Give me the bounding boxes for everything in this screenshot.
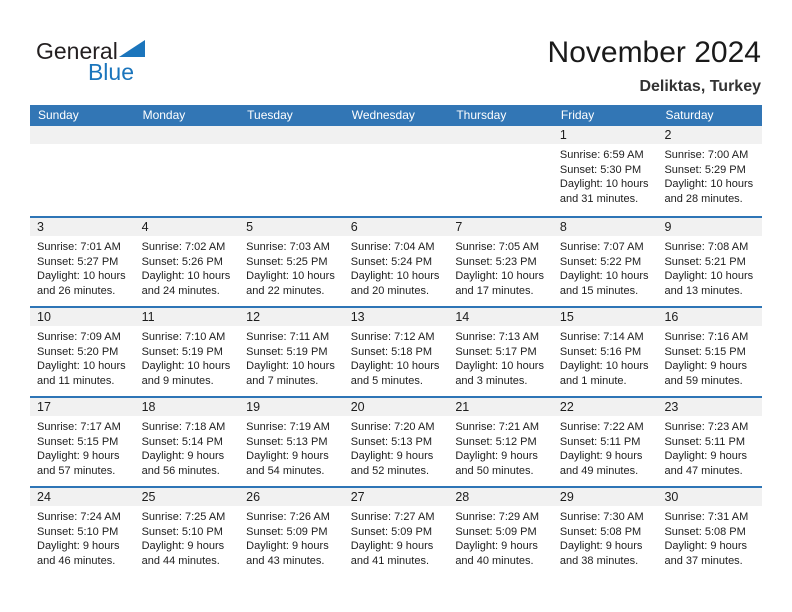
daylight-text-1: Daylight: 10 hours bbox=[559, 360, 649, 372]
sunrise-text: Sunrise: 7:07 AM bbox=[559, 241, 644, 253]
sunrise-text: Sunrise: 7:26 AM bbox=[246, 511, 330, 523]
date-number: 13 bbox=[344, 308, 449, 326]
daylight-text-2: and 31 minutes. bbox=[559, 192, 639, 205]
day-info bbox=[553, 236, 658, 298]
weekday-header-row bbox=[30, 105, 762, 126]
sunrise-text: Sunrise: 7:16 AM bbox=[664, 331, 749, 343]
empty-day-cell bbox=[30, 126, 135, 216]
sunset-text: Sunset: 5:12 PM bbox=[455, 435, 537, 448]
day-info bbox=[553, 506, 658, 568]
sunrise-text: Sunrise: 7:00 AM bbox=[664, 149, 749, 161]
date-number: 21 bbox=[448, 398, 553, 416]
weekday-tuesday: Tuesday bbox=[247, 108, 293, 122]
date-number: 17 bbox=[30, 398, 135, 416]
day-cell bbox=[239, 308, 344, 396]
sunset-text: Sunset: 5:08 PM bbox=[559, 525, 642, 538]
weekday-monday: Monday bbox=[142, 108, 186, 122]
daylight-text-2: and 40 minutes. bbox=[455, 554, 534, 567]
sunset-text: Sunset: 5:26 PM bbox=[141, 255, 223, 268]
sunset-text: Sunset: 5:17 PM bbox=[455, 345, 537, 358]
date-number: 25 bbox=[135, 488, 240, 506]
date-number: 26 bbox=[239, 488, 344, 506]
daylight-text-2: and 3 minutes. bbox=[455, 374, 528, 387]
sunrise-text: Sunrise: 7:01 AM bbox=[37, 241, 121, 253]
daylight-text-1: Daylight: 9 hours bbox=[664, 360, 748, 372]
sunrise-text: Sunrise: 7:09 AM bbox=[37, 331, 121, 343]
day-info bbox=[344, 144, 449, 148]
day-info bbox=[553, 326, 658, 388]
sunrise-text: Sunrise: 7:31 AM bbox=[664, 511, 749, 523]
daylight-text-1: Daylight: 9 hours bbox=[350, 450, 434, 462]
daylight-text-1: Daylight: 9 hours bbox=[246, 450, 329, 462]
date-number bbox=[448, 126, 553, 144]
sunrise-text: Sunrise: 7:13 AM bbox=[455, 331, 540, 343]
day-cell bbox=[448, 308, 553, 396]
date-number bbox=[135, 126, 240, 144]
day-cell bbox=[657, 398, 762, 486]
daylight-text-1: Daylight: 10 hours bbox=[141, 270, 231, 282]
day-info bbox=[239, 144, 344, 148]
day-info bbox=[135, 236, 240, 298]
day-cell bbox=[553, 308, 658, 396]
daylight-text-2: and 17 minutes. bbox=[455, 284, 534, 297]
logo-text-blue: Blue bbox=[87, 59, 134, 85]
date-number: 29 bbox=[553, 488, 658, 506]
sunrise-text: Sunrise: 7:24 AM bbox=[37, 511, 121, 523]
day-cell bbox=[448, 218, 553, 306]
day-info bbox=[30, 144, 135, 148]
day-info bbox=[135, 326, 240, 388]
day-cell bbox=[657, 488, 762, 576]
weekday-thursday: Thursday bbox=[456, 108, 507, 122]
daylight-text-1: Daylight: 10 hours bbox=[350, 270, 440, 282]
date-number: 15 bbox=[553, 308, 658, 326]
sunset-text: Sunset: 5:15 PM bbox=[37, 435, 119, 448]
date-number: 6 bbox=[344, 218, 449, 236]
sunset-text: Sunset: 5:18 PM bbox=[350, 345, 433, 358]
empty-day-cell bbox=[135, 126, 240, 216]
sunset-text: Sunset: 5:09 PM bbox=[246, 525, 328, 538]
day-info bbox=[553, 144, 658, 206]
day-info bbox=[135, 416, 240, 478]
daylight-text-2: and 20 minutes. bbox=[350, 284, 430, 297]
day-info bbox=[657, 416, 762, 478]
day-cell bbox=[239, 488, 344, 576]
weeks-container bbox=[30, 126, 762, 576]
date-number: 3 bbox=[30, 218, 135, 236]
daylight-text-2: and 41 minutes. bbox=[350, 554, 430, 567]
empty-day-cell bbox=[239, 126, 344, 216]
sunrise-text: Sunrise: 7:23 AM bbox=[664, 421, 749, 433]
date-number: 23 bbox=[657, 398, 762, 416]
week-row bbox=[30, 126, 762, 216]
day-cell bbox=[657, 218, 762, 306]
day-cell bbox=[344, 218, 449, 306]
date-number: 20 bbox=[344, 398, 449, 416]
daylight-text-2: and 11 minutes. bbox=[37, 374, 115, 387]
day-info bbox=[239, 236, 344, 298]
day-cell bbox=[553, 218, 658, 306]
sunset-text: Sunset: 5:16 PM bbox=[559, 345, 642, 358]
date-number: 19 bbox=[239, 398, 344, 416]
sunrise-text: Sunrise: 7:03 AM bbox=[246, 241, 330, 253]
daylight-text-2: and 59 minutes. bbox=[664, 374, 743, 387]
daylight-text-2: and 52 minutes. bbox=[350, 464, 430, 477]
date-number: 27 bbox=[344, 488, 449, 506]
daylight-text-1: Daylight: 10 hours bbox=[37, 360, 126, 372]
sunrise-text: Sunrise: 7:19 AM bbox=[246, 421, 330, 433]
day-cell bbox=[344, 398, 449, 486]
daylight-text-1: Daylight: 9 hours bbox=[559, 450, 643, 462]
empty-day-cell bbox=[448, 126, 553, 216]
sunrise-text: Sunrise: 7:11 AM bbox=[246, 331, 330, 343]
daylight-text-2: and 26 minutes. bbox=[37, 284, 116, 297]
day-info bbox=[657, 236, 762, 298]
date-number: 10 bbox=[30, 308, 135, 326]
date-number: 28 bbox=[448, 488, 553, 506]
weekday-friday: Friday bbox=[560, 108, 595, 122]
date-number: 14 bbox=[448, 308, 553, 326]
sunrise-text: Sunrise: 7:18 AM bbox=[141, 421, 226, 433]
daylight-text-1: Daylight: 9 hours bbox=[455, 450, 538, 462]
daylight-text-1: Daylight: 10 hours bbox=[559, 178, 649, 190]
day-info bbox=[553, 416, 658, 478]
daylight-text-1: Daylight: 9 hours bbox=[350, 540, 434, 552]
day-cell bbox=[135, 488, 240, 576]
day-info bbox=[657, 144, 762, 206]
sunset-text: Sunset: 5:24 PM bbox=[350, 255, 433, 268]
sunset-text: Sunset: 5:25 PM bbox=[246, 255, 328, 268]
day-info bbox=[135, 506, 240, 568]
date-number: 4 bbox=[135, 218, 240, 236]
day-cell bbox=[239, 218, 344, 306]
day-info bbox=[657, 326, 762, 388]
sunset-text: Sunset: 5:09 PM bbox=[455, 525, 537, 538]
daylight-text-1: Daylight: 9 hours bbox=[664, 450, 748, 462]
sunrise-text: Sunrise: 7:05 AM bbox=[455, 241, 540, 253]
sunrise-text: Sunrise: 7:17 AM bbox=[37, 421, 121, 433]
day-info bbox=[30, 326, 135, 388]
daylight-text-2: and 43 minutes. bbox=[246, 554, 325, 567]
day-cell bbox=[657, 308, 762, 396]
sunset-text: Sunset: 5:27 PM bbox=[37, 255, 119, 268]
sunset-text: Sunset: 5:29 PM bbox=[664, 163, 746, 176]
daylight-text-1: Daylight: 10 hours bbox=[664, 270, 754, 282]
daylight-text-2: and 46 minutes. bbox=[37, 554, 116, 567]
daylight-text-2: and 54 minutes. bbox=[246, 464, 325, 477]
date-number bbox=[30, 126, 135, 144]
location-subtitle: Deliktas, Turkey bbox=[639, 78, 761, 95]
general-blue-logo bbox=[36, 40, 146, 86]
week-row bbox=[30, 486, 762, 576]
sunrise-text: Sunrise: 7:21 AM bbox=[455, 421, 540, 433]
day-info bbox=[448, 236, 553, 298]
daylight-text-1: Daylight: 10 hours bbox=[246, 270, 335, 282]
day-info bbox=[135, 144, 240, 148]
day-cell bbox=[135, 398, 240, 486]
daylight-text-1: Daylight: 10 hours bbox=[350, 360, 440, 372]
sunset-text: Sunset: 5:13 PM bbox=[246, 435, 328, 448]
daylight-text-1: Daylight: 9 hours bbox=[37, 540, 120, 552]
daylight-text-2: and 47 minutes. bbox=[664, 464, 743, 477]
day-cell bbox=[30, 398, 135, 486]
daylight-text-1: Daylight: 9 hours bbox=[455, 540, 538, 552]
date-number bbox=[344, 126, 449, 144]
day-cell bbox=[30, 308, 135, 396]
sunrise-text: Sunrise: 7:10 AM bbox=[141, 331, 226, 343]
date-number: 7 bbox=[448, 218, 553, 236]
daylight-text-2: and 15 minutes. bbox=[559, 284, 639, 297]
sunrise-text: Sunrise: 7:27 AM bbox=[350, 511, 435, 523]
date-number: 11 bbox=[135, 308, 240, 326]
daylight-text-2: and 50 minutes. bbox=[455, 464, 534, 477]
daylight-text-1: Daylight: 10 hours bbox=[455, 270, 544, 282]
daylight-text-2: and 44 minutes. bbox=[141, 554, 220, 567]
date-number: 22 bbox=[553, 398, 658, 416]
daylight-text-2: and 9 minutes. bbox=[141, 374, 214, 387]
sunset-text: Sunset: 5:15 PM bbox=[664, 345, 746, 358]
day-info bbox=[239, 326, 344, 388]
week-row bbox=[30, 216, 762, 306]
date-number: 18 bbox=[135, 398, 240, 416]
day-info bbox=[239, 416, 344, 478]
sunrise-text: Sunrise: 7:08 AM bbox=[664, 241, 749, 253]
sunset-text: Sunset: 5:11 PM bbox=[664, 435, 745, 448]
day-info bbox=[30, 236, 135, 298]
daylight-text-2: and 57 minutes. bbox=[37, 464, 116, 477]
calendar-grid bbox=[30, 105, 762, 576]
day-info bbox=[448, 506, 553, 568]
day-cell bbox=[448, 398, 553, 486]
day-info bbox=[344, 506, 449, 568]
day-cell bbox=[553, 126, 658, 216]
date-number: 30 bbox=[657, 488, 762, 506]
page-title: November 2024 bbox=[547, 36, 761, 69]
daylight-text-2: and 37 minutes. bbox=[664, 554, 743, 567]
sunset-text: Sunset: 5:13 PM bbox=[350, 435, 433, 448]
day-cell bbox=[553, 488, 658, 576]
week-row bbox=[30, 396, 762, 486]
weekday-wednesday: Wednesday bbox=[351, 108, 415, 122]
sunrise-text: Sunrise: 7:22 AM bbox=[559, 421, 644, 433]
sunset-text: Sunset: 5:11 PM bbox=[559, 435, 641, 448]
sunset-text: Sunset: 5:09 PM bbox=[350, 525, 433, 538]
day-cell bbox=[239, 398, 344, 486]
date-number: 5 bbox=[239, 218, 344, 236]
sunset-text: Sunset: 5:30 PM bbox=[559, 163, 642, 176]
date-number: 8 bbox=[553, 218, 658, 236]
sunset-text: Sunset: 5:10 PM bbox=[141, 525, 223, 538]
date-number: 16 bbox=[657, 308, 762, 326]
day-info bbox=[344, 326, 449, 388]
sunrise-text: Sunrise: 7:29 AM bbox=[455, 511, 540, 523]
sunset-text: Sunset: 5:19 PM bbox=[246, 345, 328, 358]
daylight-text-2: and 28 minutes. bbox=[664, 192, 743, 205]
sunset-text: Sunset: 5:22 PM bbox=[559, 255, 642, 268]
date-number: 2 bbox=[657, 126, 762, 144]
day-cell bbox=[657, 126, 762, 216]
sunset-text: Sunset: 5:19 PM bbox=[141, 345, 223, 358]
daylight-text-2: and 56 minutes. bbox=[141, 464, 220, 477]
daylight-text-2: and 38 minutes. bbox=[559, 554, 639, 567]
day-cell bbox=[344, 308, 449, 396]
daylight-text-1: Daylight: 9 hours bbox=[559, 540, 643, 552]
sunset-text: Sunset: 5:21 PM bbox=[664, 255, 746, 268]
sunrise-text: Sunrise: 6:59 AM bbox=[559, 149, 644, 161]
day-cell bbox=[344, 488, 449, 576]
daylight-text-2: and 22 minutes. bbox=[246, 284, 325, 297]
daylight-text-1: Daylight: 9 hours bbox=[246, 540, 329, 552]
day-info bbox=[448, 416, 553, 478]
day-info bbox=[344, 416, 449, 478]
day-info bbox=[344, 236, 449, 298]
sunset-text: Sunset: 5:10 PM bbox=[37, 525, 119, 538]
day-cell bbox=[30, 488, 135, 576]
weekday-saturday: Saturday bbox=[665, 108, 714, 122]
sunrise-text: Sunrise: 7:02 AM bbox=[141, 241, 226, 253]
day-cell bbox=[553, 398, 658, 486]
daylight-text-1: Daylight: 10 hours bbox=[455, 360, 544, 372]
daylight-text-1: Daylight: 9 hours bbox=[664, 540, 748, 552]
sunrise-text: Sunrise: 7:30 AM bbox=[559, 511, 644, 523]
date-number: 1 bbox=[553, 126, 658, 144]
sunrise-text: Sunrise: 7:14 AM bbox=[559, 331, 644, 343]
daylight-text-2: and 5 minutes. bbox=[350, 374, 423, 387]
date-number: 9 bbox=[657, 218, 762, 236]
sunrise-text: Sunrise: 7:12 AM bbox=[350, 331, 435, 343]
day-cell bbox=[135, 308, 240, 396]
day-info bbox=[657, 506, 762, 568]
daylight-text-1: Daylight: 9 hours bbox=[141, 450, 225, 462]
daylight-text-1: Daylight: 9 hours bbox=[37, 450, 120, 462]
week-row bbox=[30, 306, 762, 396]
day-info bbox=[30, 506, 135, 568]
day-info bbox=[239, 506, 344, 568]
date-number bbox=[239, 126, 344, 144]
daylight-text-2: and 13 minutes. bbox=[664, 284, 743, 297]
day-cell bbox=[30, 218, 135, 306]
daylight-text-2: and 7 minutes. bbox=[246, 374, 319, 387]
date-number: 24 bbox=[30, 488, 135, 506]
daylight-text-1: Daylight: 10 hours bbox=[246, 360, 335, 372]
date-number: 12 bbox=[239, 308, 344, 326]
sunset-text: Sunset: 5:14 PM bbox=[141, 435, 223, 448]
sunset-text: Sunset: 5:08 PM bbox=[664, 525, 746, 538]
day-info bbox=[448, 144, 553, 148]
weekday-sunday: Sunday bbox=[38, 108, 79, 122]
empty-day-cell bbox=[344, 126, 449, 216]
sunrise-text: Sunrise: 7:20 AM bbox=[350, 421, 435, 433]
sunset-text: Sunset: 5:20 PM bbox=[37, 345, 119, 358]
daylight-text-1: Daylight: 9 hours bbox=[141, 540, 225, 552]
daylight-text-1: Daylight: 10 hours bbox=[37, 270, 126, 282]
sunrise-text: Sunrise: 7:25 AM bbox=[141, 511, 226, 523]
sunrise-text: Sunrise: 7:04 AM bbox=[350, 241, 435, 253]
day-cell bbox=[135, 218, 240, 306]
daylight-text-1: Daylight: 10 hours bbox=[664, 178, 754, 190]
day-info bbox=[448, 326, 553, 388]
daylight-text-2: and 49 minutes. bbox=[559, 464, 639, 477]
sunset-text: Sunset: 5:23 PM bbox=[455, 255, 537, 268]
logo-text-general: General bbox=[36, 38, 118, 64]
daylight-text-1: Daylight: 10 hours bbox=[141, 360, 231, 372]
daylight-text-2: and 24 minutes. bbox=[141, 284, 220, 297]
daylight-text-2: and 1 minute. bbox=[559, 374, 627, 387]
daylight-text-1: Daylight: 10 hours bbox=[559, 270, 649, 282]
day-cell bbox=[448, 488, 553, 576]
day-info bbox=[30, 416, 135, 478]
